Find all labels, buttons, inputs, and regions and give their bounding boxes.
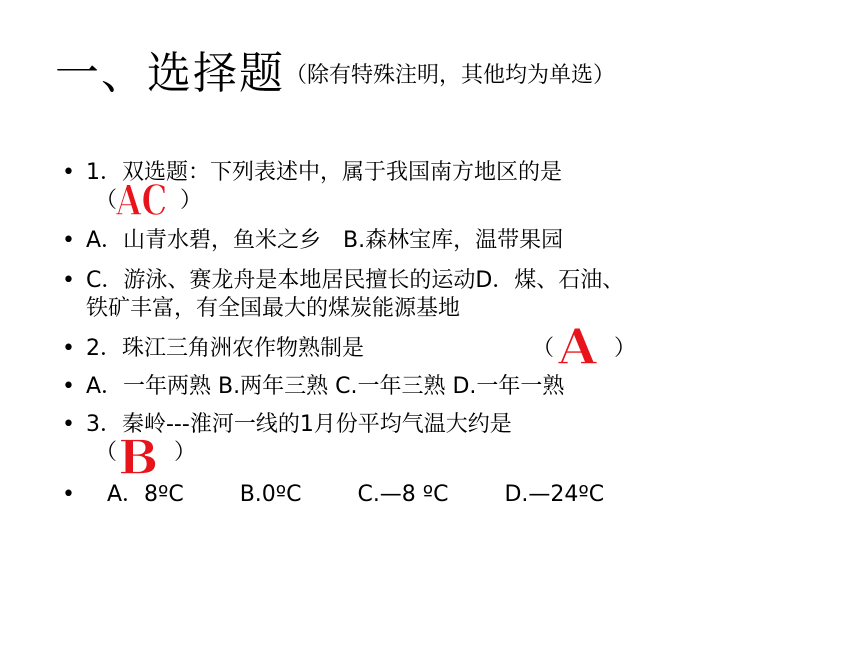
q2-close-paren: ） [614, 336, 637, 361]
bullet: • [62, 336, 75, 361]
title-main: 一、选择题 [55, 48, 285, 99]
q3-close-paren: ） [174, 440, 197, 465]
q3-answer: B [118, 430, 159, 486]
option-line-1: A．山青水碧，鱼米之乡 B.森林宝库，温带果园 [86, 228, 564, 253]
option-line-2: C．游泳、赛龙舟是本地居民擅长的运动D．煤、石油、 [86, 268, 625, 293]
q1-close-paren: ） [180, 188, 203, 213]
title-subtitle: （除有特殊注明，其他均为单选） [285, 63, 616, 88]
q2-options: A．一年两熟 B.两年三熟 C.一年三熟 D.一年一熟 [86, 374, 565, 399]
bullet: • [62, 160, 75, 185]
q1-answer: AC [116, 176, 168, 225]
option-line-2-continued: 铁矿丰富，有全国最大的煤炭能源基地 [86, 296, 461, 321]
bullet: • [62, 268, 75, 293]
bullet: • [62, 482, 75, 507]
question-3-text: 3．秦岭---淮河一线的1月份平均气温大约是 [86, 412, 512, 437]
question-2-text: 2．珠江三角洲农作物熟制是 [86, 336, 364, 361]
bullet: • [62, 412, 75, 437]
bullet: • [62, 228, 75, 253]
bullet: • [62, 374, 75, 399]
q3-open-paren: （ [95, 440, 118, 465]
q3-options: A．8ºC B.0ºC C.—8 ºC D.—24ºC [86, 482, 605, 507]
q1-open-paren: （ [95, 188, 118, 213]
q2-answer: A [558, 317, 597, 376]
q2-open-paren: （ [532, 336, 555, 361]
question-1-text: 1．双选题：下列表述中，属于我国南方地区的是 [86, 160, 562, 185]
